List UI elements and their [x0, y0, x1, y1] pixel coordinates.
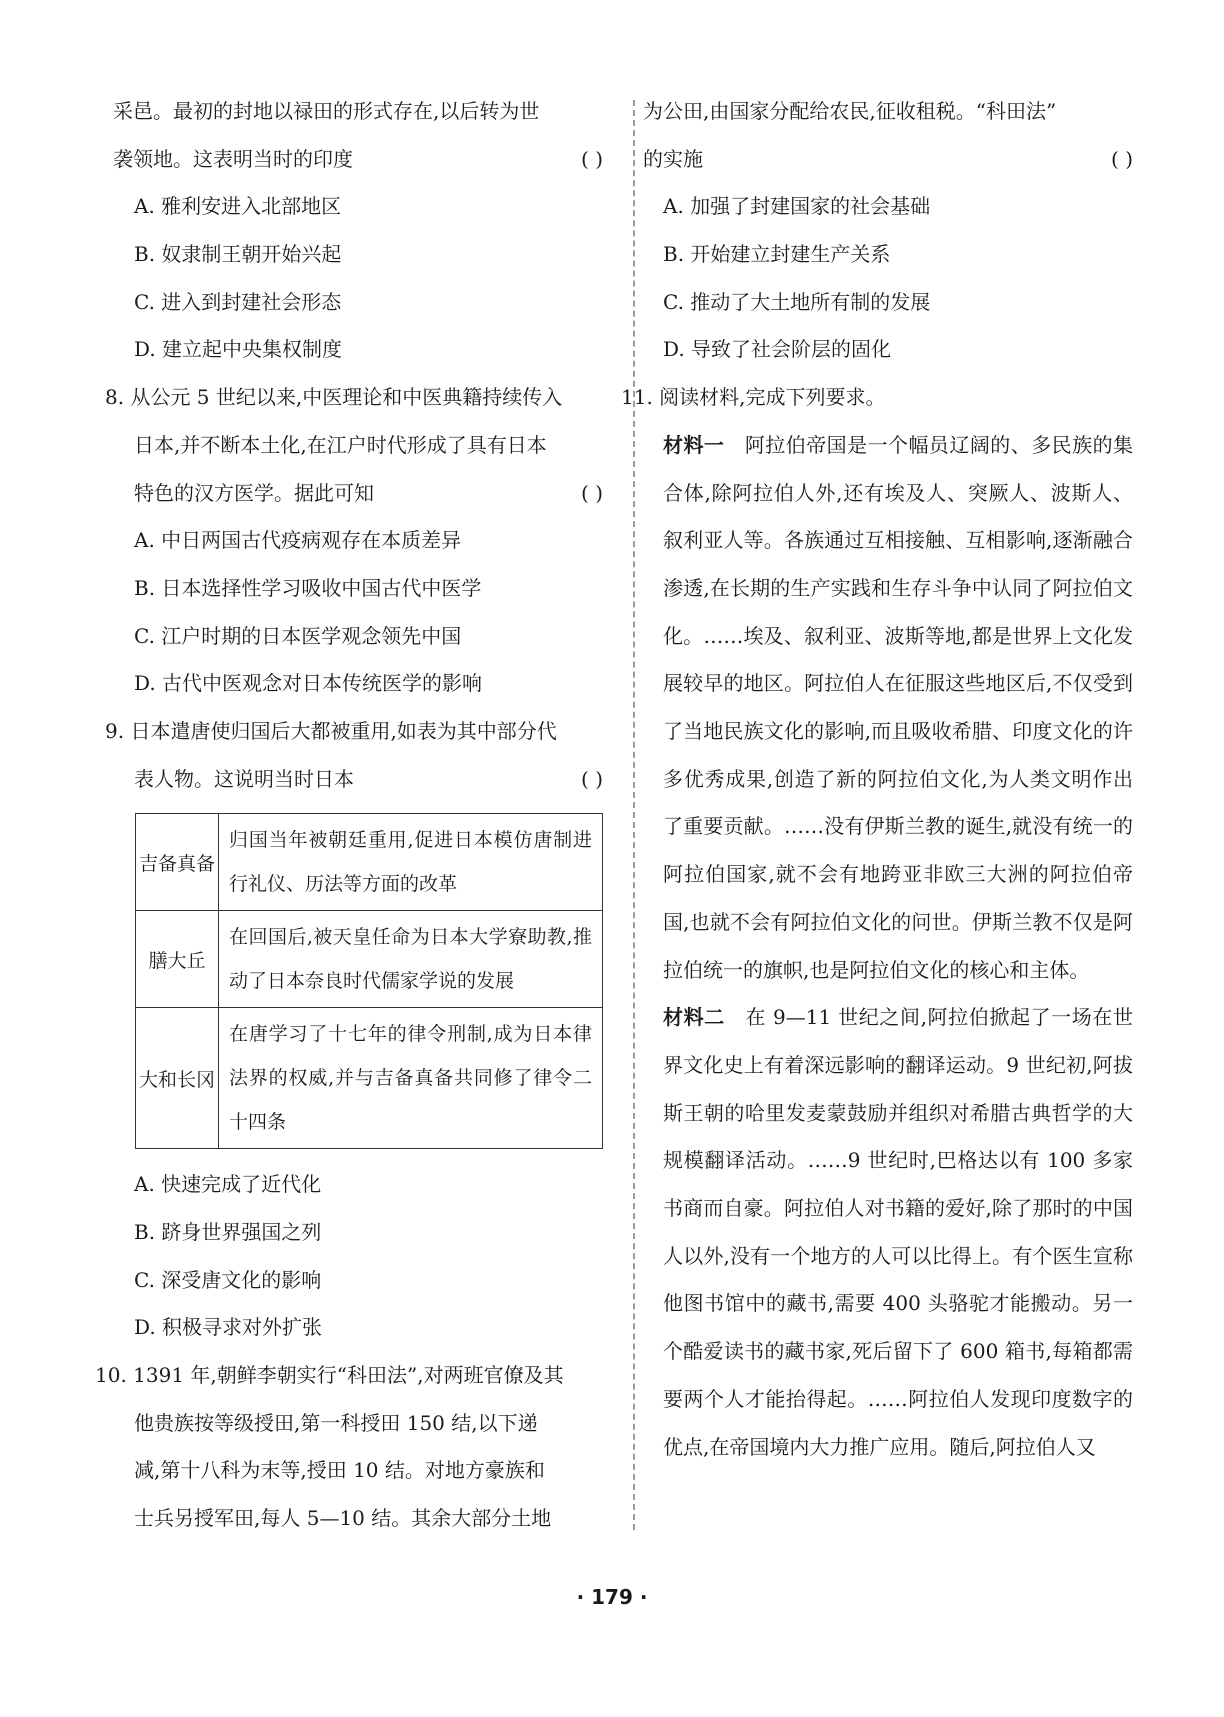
question-text-line: 为公田,由国家分配给农民,征收租税。“科田法” [643, 99, 1057, 123]
answer-bracket: ( ) [581, 766, 603, 791]
left-column [95, 88, 603, 1543]
option-b: B. 跻身世界强国之列 [134, 1220, 322, 1244]
question-text-line: 袭领地。这表明当时的印度 ( ) [113, 136, 603, 184]
question-8 [105, 374, 603, 708]
option-d: D. 导致了社会阶层的固化 [663, 337, 892, 362]
question-text-line: 日本,并不断本土化,在江户时代形成了具有日本 [134, 432, 547, 457]
question-9 [105, 708, 603, 1352]
question-stem: 10. 1391 年,朝鲜李朝实行“科田法”,对两班官僚及其 [95, 1363, 564, 1388]
question-text-line: 的实施 ( ) [643, 136, 1133, 184]
envoy-table [135, 813, 603, 1149]
question-stem: 8. 从公元 5 世纪以来,中医理论和中医典籍持续传入 [105, 385, 563, 410]
answer-bracket: ( ) [581, 146, 603, 171]
table-cell-name: 吉备真备 [136, 814, 219, 911]
option-c: C. 推动了大土地所有制的发展 [663, 289, 931, 314]
material-label: 材料二 [663, 1005, 725, 1030]
question-7 [113, 88, 603, 374]
option-a: A. 中日两国古代疫病观存在本质差异 [134, 528, 462, 553]
question-11 [621, 374, 1134, 1471]
question-stem: 9. 日本遣唐使归国后大都被重用,如表为其中部分代 [105, 718, 557, 743]
answer-bracket: ( ) [1111, 146, 1133, 171]
option-c: C. 江户时期的日本医学观念领先中国 [134, 623, 462, 648]
question-text-line: 他贵族按等级授田,第一科授田 150 结,以下递 [134, 1410, 538, 1435]
question-text-line: 采邑。最初的封地以禄田的形式存在,以后转为世 [113, 99, 540, 123]
material-text: 在 9—11 世纪之间,阿拉伯掀起了一场在世界文化史上有着深远影响的翻译运动。9 世纪初,阿拔斯王朝的哈里发麦蒙鼓励并组织对希腊古典哲学的大规模翻译活动。……9 世纪时,巴格达以有 100 多家书商而自豪。阿拉伯人对书籍的爱好,除了那时的中国人以外,没有一个地方的人可以比得上。有个医生宣称他图书馆中的藏书,需要 400 头骆驼才能搬动。另一个酷爱读书的藏书家,死后留下了 600 箱书,每箱都需要两个人才能抬得起。……阿拉伯人发现印度数字的优点,在帝国境内大力推广应用。随后,阿拉伯人又 [663, 1005, 1134, 1459]
material-two [663, 994, 1133, 1471]
option-d: D. 积极寻求对外扩张 [134, 1315, 323, 1340]
option-d: D. 建立起中央集权制度 [134, 337, 343, 362]
table-cell-name: 膳大丘 [136, 911, 219, 1008]
option-a: A. 快速完成了近代化 [134, 1172, 322, 1197]
material-one [663, 422, 1133, 994]
table-row [136, 911, 603, 1008]
table-cell-name: 大和长冈 [136, 1008, 219, 1149]
question-text-line: 减,第十八科为末等,授田 10 结。对地方豪族和 [134, 1458, 545, 1483]
column-divider [633, 100, 635, 1530]
question-text-line: 特色的汉方医学。据此可知 ( ) [113, 470, 603, 518]
question-10-continued [643, 88, 1133, 374]
option-a: A. 加强了封建国家的社会基础 [663, 194, 931, 219]
table-row [136, 814, 603, 911]
material-text: 阿拉伯帝国是一个幅员辽阔的、多民族的集合体,除阿拉伯人外,还有埃及人、突厥人、波斯人、叙利亚人等。各族通过互相接触、互相影响,逐渐融合渗透,在长期的生产实践和生存斗争中认同了阿拉伯文化。……埃及、叙利亚、波斯等地,都是世界上文化发展较早的地区。阿拉伯人在征服这些地区后,不仅受到了当地民族文化的影响,而且吸收希腊、印度文化的许多优秀成果,创造了新的阿拉伯文化,为人类文明作出了重要贡献。……没有伊斯兰教的诞生,就没有统一的阿拉伯国家,就不会有地跨亚非欧三大洲的阿拉伯帝国,也就不会有阿拉伯文化的问世。伊斯兰教不仅是阿拉伯统一的旗帜,也是阿拉伯文化的核心和主体。 [663, 432, 1134, 982]
option-b: B. 开始建立封建生产关系 [663, 242, 891, 267]
answer-bracket: ( ) [581, 480, 603, 505]
material-label: 材料一 [663, 432, 725, 457]
question-10 [95, 1352, 603, 1543]
table-row [136, 1008, 603, 1149]
option-c: C. 进入到封建社会形态 [134, 289, 342, 314]
table-cell-desc: 在回国后,被天皇任命为日本大学寮助教,推动了日本奈良时代儒家学说的发展 [219, 911, 603, 1008]
option-d: D. 古代中医观念对日本传统医学的影响 [134, 671, 483, 696]
table-cell-desc: 在唐学习了十七年的律令刑制,成为日本律法界的权威,并与吉备真备共同修了律令二十四条 [219, 1008, 603, 1149]
option-b: B. 奴隶制王朝开始兴起 [134, 242, 342, 267]
question-text-line: 士兵另授军田,每人 5—10 结。其余大部分土地 [134, 1506, 552, 1531]
option-a: A. 雅利安进入北部地区 [134, 194, 342, 219]
question-text-line: 表人物。这说明当时日本 ( ) [113, 756, 603, 804]
right-column [621, 88, 1134, 1471]
page-number: · 179 · [576, 1585, 648, 1609]
option-c: C. 深受唐文化的影响 [134, 1267, 322, 1292]
table-cell-desc: 归国当年被朝廷重用,促进日本模仿唐制进行礼仪、历法等方面的改革 [219, 814, 603, 911]
question-stem: 11. 阅读材料,完成下列要求。 [621, 385, 886, 410]
option-b: B. 日本选择性学习吸收中国古代中医学 [134, 575, 482, 600]
